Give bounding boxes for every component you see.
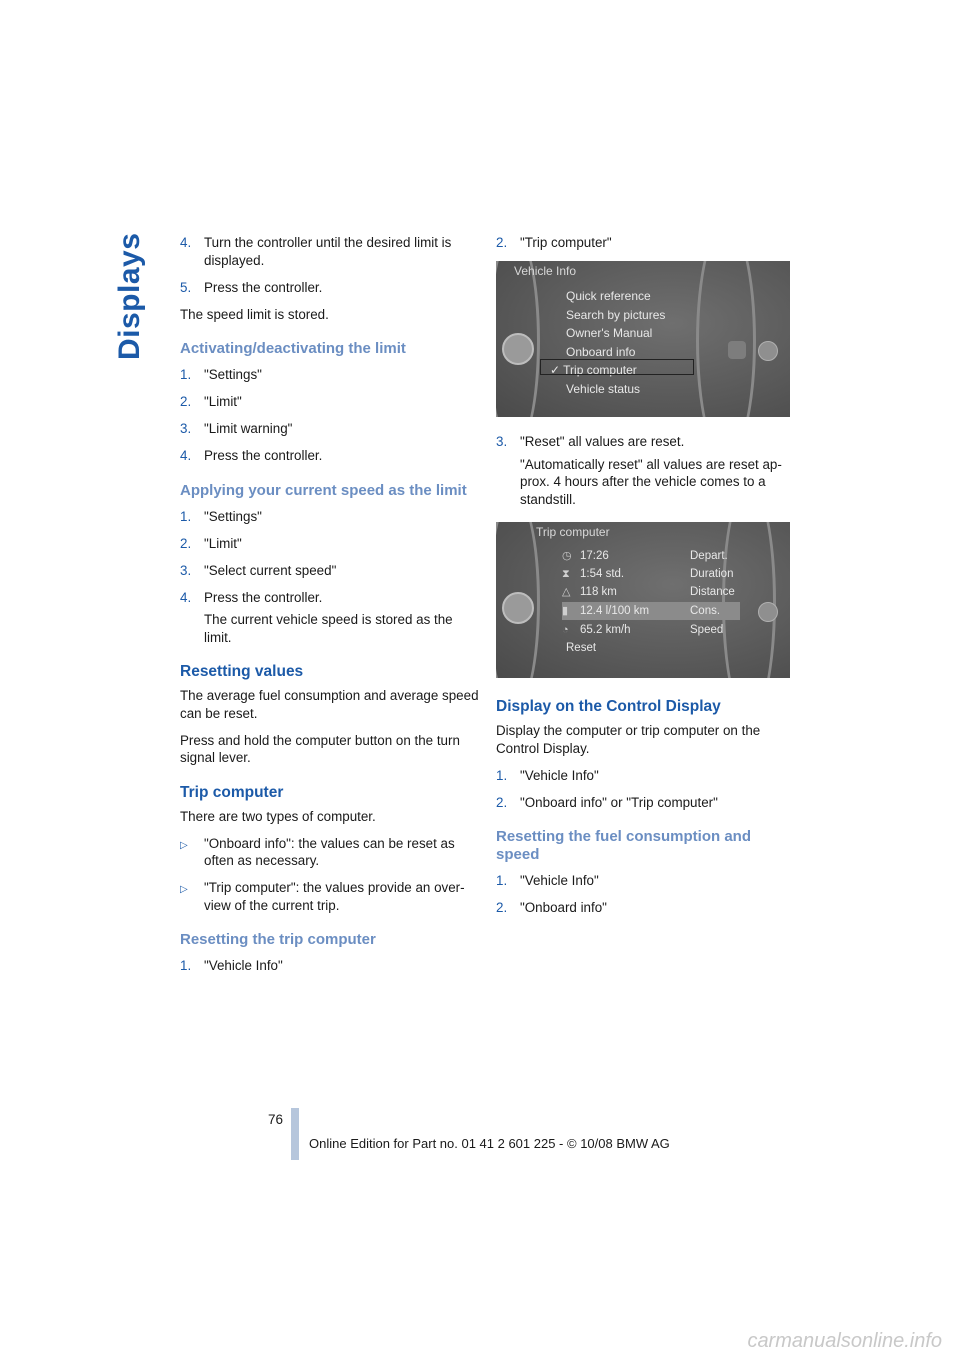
bullet-text: "Onboard info": the values can be reset as often as necessary. xyxy=(204,835,455,868)
step-item xyxy=(180,589,480,647)
step-item xyxy=(180,957,480,975)
step-item xyxy=(180,366,480,384)
heading-resetting-fuel: Resetting the fuel consumption and speed xyxy=(496,828,752,863)
trip-label: Duration xyxy=(690,568,734,580)
selection-frame xyxy=(540,359,694,375)
trip-value: 65.2 km/h xyxy=(580,624,631,636)
road-icon: △ xyxy=(562,586,571,598)
right-column xyxy=(496,234,796,926)
hourglass-icon: ⧗ xyxy=(562,568,570,580)
step-number: 1. xyxy=(180,508,192,524)
trip-row xyxy=(562,584,770,602)
triangle-bullet-icon: ▷ xyxy=(180,884,188,895)
left-column xyxy=(180,234,480,984)
step-item xyxy=(496,767,796,785)
step-number: 2. xyxy=(496,794,508,810)
step-number: 1. xyxy=(496,767,508,783)
step-item xyxy=(180,508,480,526)
menu-item: Quick reference xyxy=(566,289,651,303)
step-text xyxy=(520,433,796,508)
step-item xyxy=(496,872,796,890)
reset-row xyxy=(566,640,596,658)
step-number: 2. xyxy=(180,394,192,409)
trip-row xyxy=(562,603,770,621)
page-number: 76 xyxy=(268,1112,284,1127)
screen-button-icon xyxy=(758,602,778,622)
trip-value: 12.4 l/100 km xyxy=(580,605,650,617)
step-main-text: "Reset" all values are reset. xyxy=(520,434,685,449)
trip-label: Speed xyxy=(690,624,724,636)
speedometer-icon: ◔ xyxy=(562,624,569,636)
step-number: 2. xyxy=(496,235,508,250)
step-item xyxy=(180,562,480,580)
step-item xyxy=(180,420,480,438)
controller-knob-icon xyxy=(502,592,534,624)
paragraph: There are two types of computer. xyxy=(180,808,376,824)
bullet-item xyxy=(180,835,480,870)
step-item xyxy=(496,899,796,917)
step-number: 4. xyxy=(180,235,192,250)
clock-icon: ◷ xyxy=(562,550,572,562)
step-item xyxy=(180,279,480,297)
step-item xyxy=(496,794,796,812)
step-number: 3. xyxy=(180,562,192,578)
paragraph: The average fuel consumption and average speed can be reset. xyxy=(180,688,479,721)
screen-header: Vehicle Info xyxy=(514,264,577,278)
screen-arc-right xyxy=(696,261,756,417)
trip-row xyxy=(562,566,770,584)
step-text: "Settings" xyxy=(204,508,262,524)
step-item xyxy=(180,393,480,411)
paragraph: Press and hold the computer button on the turn signal lever. xyxy=(180,732,460,765)
step-text: "Onboard info" xyxy=(520,900,607,915)
trip-value: 1:54 std. xyxy=(580,568,625,580)
step-text: Turn the controller until the desired limit is displayed. xyxy=(204,235,452,268)
controller-knob-icon xyxy=(502,333,534,365)
step-text: "Vehicle Info" xyxy=(520,873,599,888)
section-title: Displays xyxy=(113,232,146,360)
step-text: "Limit warning" xyxy=(204,421,293,436)
step-text: "Vehicle Info" xyxy=(204,958,283,973)
screen-option-icon xyxy=(728,341,746,359)
screen-menu xyxy=(550,287,666,398)
step-text: "Limit" xyxy=(204,535,242,551)
fuel-pump-icon: ▮ xyxy=(562,605,569,617)
step-number: 5. xyxy=(180,279,192,295)
triangle-bullet-icon: ▷ xyxy=(180,839,188,851)
watermark-text: carmanualsonline.info xyxy=(747,1330,942,1352)
step-number: 4. xyxy=(180,589,192,605)
step-text: "Onboard info" or "Trip computer" xyxy=(520,794,718,810)
step-sub-text: The current vehicle speed is stored as the limit. xyxy=(204,612,453,645)
trip-label: Distance xyxy=(690,586,735,598)
heading-trip-computer: Trip computer xyxy=(180,783,284,801)
trip-label: Cons. xyxy=(690,605,721,617)
step-number: 2. xyxy=(180,535,192,551)
paragraph: Display the computer or trip computer on the Control Display. xyxy=(496,723,761,756)
step-number: 3. xyxy=(180,421,192,436)
step-text: Press the controller. xyxy=(204,279,323,295)
menu-item: Onboard info xyxy=(566,344,636,359)
step-text: "Select current speed" xyxy=(204,562,337,578)
step-item xyxy=(496,234,796,252)
trip-row xyxy=(562,622,770,640)
footer-text: Online Edition for Part no. 01 41 2 601 225 - © 10/08 BMW AG xyxy=(309,1136,670,1151)
trip-value: 118 km xyxy=(580,586,617,598)
heading-resetting-trip: Resetting the trip computer xyxy=(180,931,376,948)
heading-display: Display on the Control Display xyxy=(496,698,721,715)
trip-label: Depart. xyxy=(690,550,728,562)
step-item xyxy=(180,447,480,465)
step-text: "Settings" xyxy=(204,367,262,382)
step-text xyxy=(204,589,480,647)
bullet-item xyxy=(180,879,480,914)
screen-header: Trip computer xyxy=(536,525,610,539)
step-number: 1. xyxy=(180,958,192,973)
trip-row xyxy=(562,548,770,566)
heading-resetting-values: Resetting values xyxy=(180,663,304,680)
reset-label: Reset xyxy=(566,642,597,654)
trip-value: 17:26 xyxy=(580,550,609,562)
heading-activating: Activating/deactivating the limit xyxy=(180,340,406,357)
step-number: 3. xyxy=(496,434,508,449)
menu-item: Vehicle status xyxy=(566,381,641,396)
step-number: 1. xyxy=(496,873,508,888)
step-item xyxy=(180,234,480,269)
step-text: "Trip computer" xyxy=(520,235,612,250)
step-number: 2. xyxy=(496,900,508,915)
heading-applying: Applying your current speed as the limit xyxy=(180,481,467,499)
step-text: "Vehicle Info" xyxy=(520,767,599,783)
menu-item: Search by pictures xyxy=(566,307,666,322)
stored-text: The speed limit is stored. xyxy=(180,306,329,322)
step-item xyxy=(496,433,796,508)
step-text: "Limit" xyxy=(204,394,242,409)
step-number: 1. xyxy=(180,367,192,382)
footer-bar xyxy=(291,1108,299,1160)
menu-item: Owner's Manual xyxy=(566,326,653,340)
step-main-text: Press the controller. xyxy=(204,589,323,605)
screenshot-vehicle-info xyxy=(496,261,790,417)
bullet-text: "Trip computer": the values provide an overview of the current trip. xyxy=(204,880,465,913)
step-item xyxy=(180,535,480,553)
step-text: Press the controller. xyxy=(204,448,323,463)
screenshot-trip-computer xyxy=(496,522,790,678)
step-sub-text: "Automatically reset" all values are reset approx. 4 hours after the vehicle comes to a standstill. xyxy=(520,456,782,507)
menu-item-selected: ✓ Trip computer xyxy=(550,363,637,377)
step-number: 4. xyxy=(180,448,192,463)
screen-button-icon xyxy=(758,341,778,361)
